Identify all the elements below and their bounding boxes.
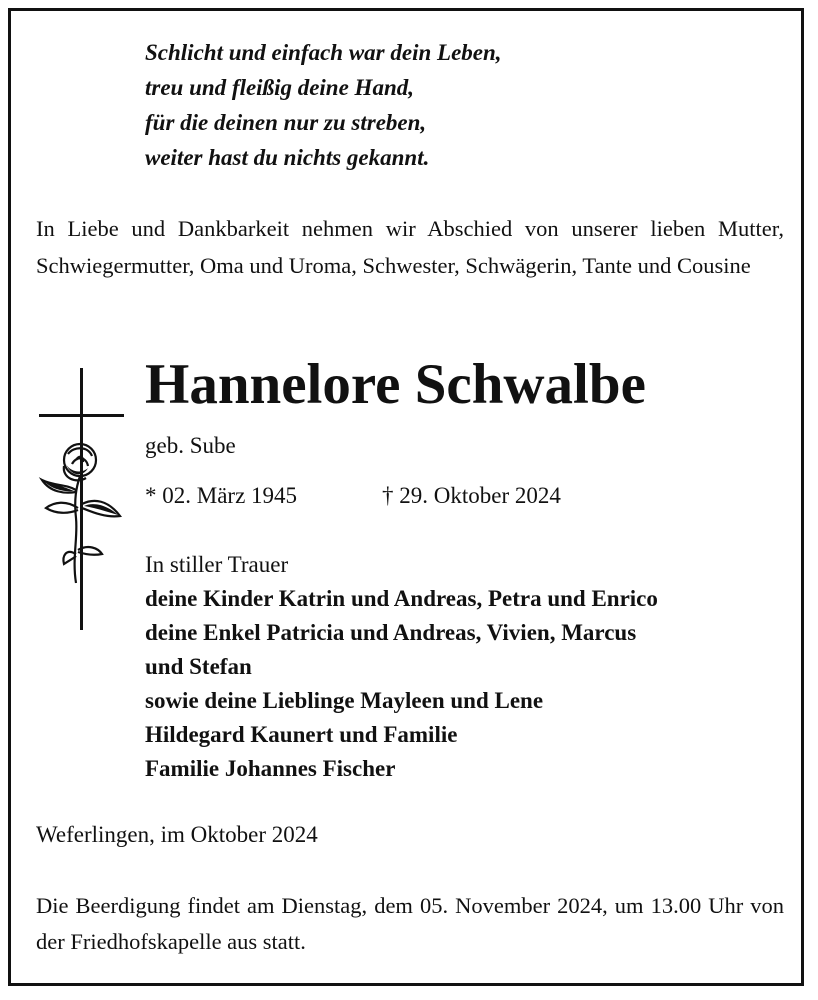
poem-line: für die deinen nur zu streben, [145, 110, 427, 135]
birth-date: * 02. März 1945 [145, 483, 298, 508]
mourner-line: Hildegard Kaunert und Familie [145, 722, 458, 747]
poem-line: treu und fleißig deine Hand, [145, 75, 414, 100]
mourner-line: deine Kinder Katrin und Andreas, Petra und Enrico [145, 586, 658, 611]
poem [145, 35, 502, 175]
cross-with-rose-icon [36, 368, 126, 630]
mourners [145, 548, 658, 786]
born-name: geb. Sube [145, 433, 236, 458]
deceased-name: Hannelore Schwalbe [145, 353, 646, 416]
life-dates [145, 480, 561, 512]
mourner-line: und Stefan [145, 654, 252, 679]
place-date: Weferlingen, im Oktober 2024 [36, 822, 318, 847]
mourning-lead: In stiller Trauer [145, 552, 289, 577]
poem-line: Schlicht und einfach war dein Leben, [145, 40, 502, 65]
mourner-line: deine Enkel Patricia und Andreas, Vivien, Marcus [145, 620, 637, 645]
funeral-info: Die Beerdigung findet am Dienstag, dem 05. November 2024, um 13.00 Uhr von der Friedhofskapelle aus statt. [36, 893, 784, 954]
intro-text: In Liebe und Dankbarkeit nehmen wir Abschied von unserer lieben Mutter, Schwiegermutter, Oma und Uroma, Schwester, Schwägerin, Tante und Cousine [36, 216, 784, 278]
mourner-line: Familie Johannes Fischer [145, 756, 396, 781]
poem-line: weiter hast du nichts gekannt. [145, 145, 430, 170]
death-date: † 29. Oktober 2024 [382, 483, 561, 508]
mourner-line: sowie deine Lieblinge Mayleen und Lene [145, 688, 544, 713]
